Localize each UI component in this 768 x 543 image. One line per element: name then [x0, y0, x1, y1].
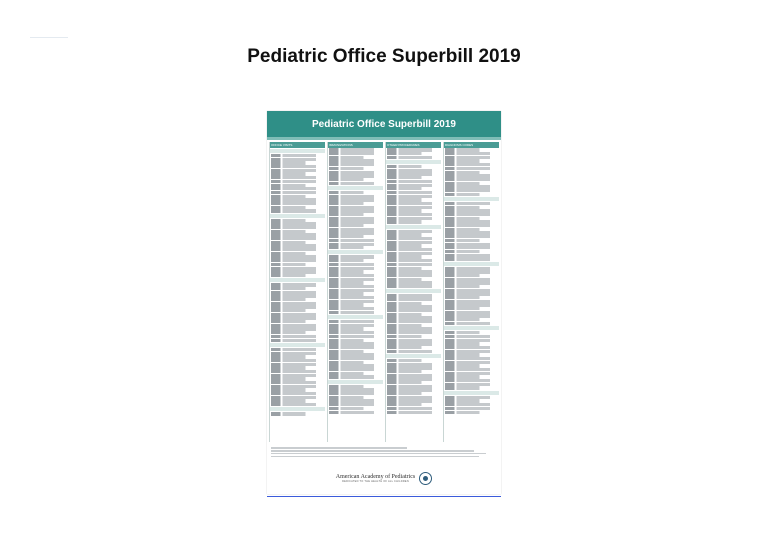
- org-name: American Academy of Pediatrics: [335, 474, 416, 480]
- poster-columns: [269, 142, 499, 442]
- code-row: [387, 220, 440, 223]
- poster-banner-stripe: [267, 137, 501, 140]
- section-header-bar: [270, 343, 325, 347]
- org-tagline: DEDICATED TO THE HEALTH OF ALL CHILDREN: [342, 480, 409, 483]
- poster-column-4: [443, 142, 499, 442]
- section-header-bar: [444, 391, 499, 395]
- poster-footnotes: [271, 446, 497, 458]
- section-header-bar: [386, 289, 441, 293]
- code-row: [329, 375, 382, 378]
- code-row: [329, 182, 382, 185]
- section-header-bar: [444, 262, 499, 266]
- code-row: [271, 209, 324, 212]
- column-header: IMMUNIZATIONS: [328, 142, 383, 148]
- code-row: [271, 339, 324, 342]
- column-header: OFFICE VISITS: [270, 142, 325, 148]
- code-row: [445, 411, 498, 414]
- poster-banner-title: Pediatric Office Superbill 2019: [312, 118, 456, 130]
- poster-banner: [267, 111, 501, 137]
- code-row: [329, 411, 382, 414]
- code-row: [329, 246, 382, 249]
- code-row: [271, 274, 324, 277]
- poster-column-3: [385, 142, 441, 442]
- code-row: [271, 403, 324, 406]
- section-header-bar: [386, 225, 441, 229]
- code-row: [387, 156, 440, 159]
- section-header-bar: [270, 214, 325, 218]
- code-row: [445, 322, 498, 325]
- section-header-bar: [328, 186, 383, 190]
- section-header-bar: [328, 315, 383, 319]
- footnote-line: [271, 456, 479, 458]
- code-row: [445, 193, 498, 196]
- footnote-line: [271, 447, 407, 449]
- poster-column-1: [269, 142, 325, 442]
- code-row: [271, 412, 324, 415]
- section-header-bar: [444, 326, 499, 330]
- section-header-bar: [444, 197, 499, 201]
- footnote-line: [271, 450, 474, 452]
- section-header-bar: [328, 380, 383, 384]
- poster-footer: [267, 463, 501, 494]
- section-header-bar: [270, 407, 325, 411]
- superbill-poster-image[interactable]: [267, 111, 501, 494]
- aap-seal-icon: [419, 472, 432, 485]
- code-row: [445, 257, 498, 260]
- link-underline: [267, 496, 501, 497]
- page-title: Pediatric Office Superbill 2019: [247, 46, 521, 67]
- column-header: OTHER PROCEDURES: [386, 142, 441, 148]
- section-header-bar: [386, 354, 441, 358]
- section-header-bar: [328, 250, 383, 254]
- section-header-bar: [270, 149, 325, 153]
- code-row: [387, 285, 440, 288]
- poster-column-2: [327, 142, 383, 442]
- column-header: DIAGNOSIS CODES: [444, 142, 499, 148]
- code-row: [329, 311, 382, 314]
- section-header-bar: [386, 160, 441, 164]
- section-header-bar: [270, 278, 325, 282]
- footnote-line: [271, 453, 486, 455]
- top-divider: [30, 37, 68, 38]
- code-row: [445, 386, 498, 389]
- code-row: [387, 350, 440, 353]
- code-row: [387, 411, 440, 414]
